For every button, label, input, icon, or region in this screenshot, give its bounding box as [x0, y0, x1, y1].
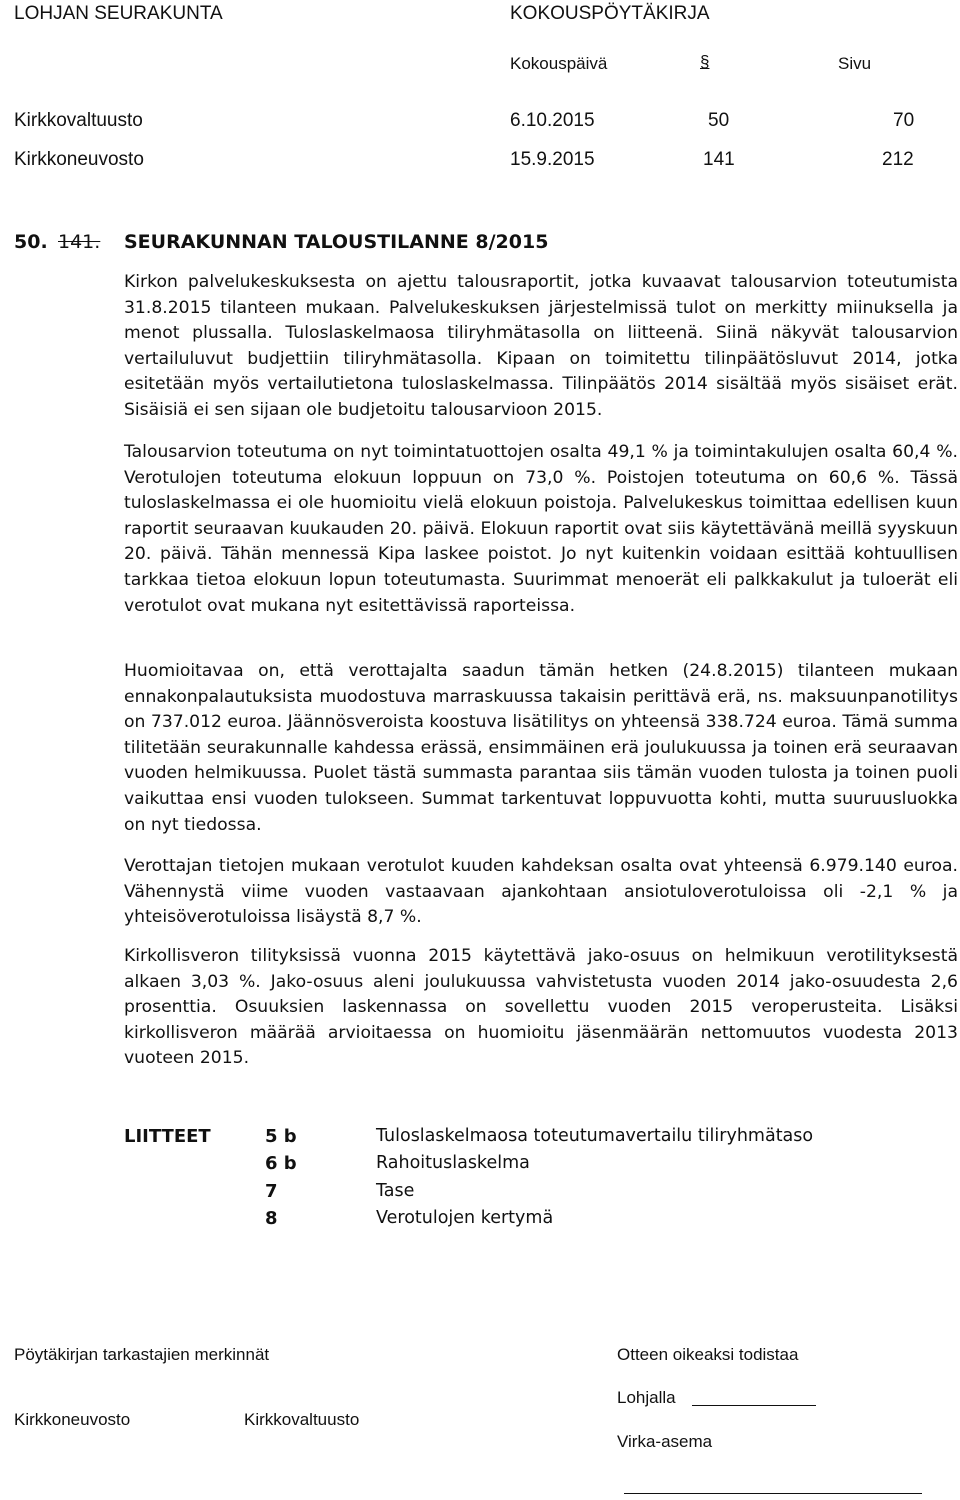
paragraph-5: Kirkollisveron tilityksissä vuonna 2015 käytettävä jako-osuus on helmikuun verotilityksestä alkaen 3,03 %. Jako-osuus aleni joulukuussa vahvistetusta vuoden 2014 jako-osuudesta 2,6 prosenttia. Osuuksien laskennassa on sovellettu vuoden 2015 veroperusteita. Lisäksi kirkollisveron määrää arvioitaessa on huomioitu jäsenmäärän nettomuutos vuodesta 2013 vuoteen 2015. [124, 946, 958, 1069]
certifier-signature-line [624, 1493, 922, 1494]
paragraph-3: Huomioitavaa on, että verottajalta saadun tämän hetken (24.8.2015) tilanteen mukaan ennakonpalautuksista muodostuva marraskuussa takaisin perittävä erä, ns. maksuunpanotilitys on 737.012 euroa. Jäännösveroista koostuva lisätilitys on yhteensä 338.724 euroa. Tämä summa tilitetään seurakunnalle kahdessa erässä, ensimmäinen erä joulukuussa ja toinen erä seuraavan vuoden helmikuussa. Puolet tästä summasta parantaa siis tämän vuoden tulosta ja toinen puoli vaikuttaa ensi vuoden tulokseen. Summat tarkentuvat loppuvuotta kohti, mutta suuruusluokka on nyt tiedossa. [124, 661, 958, 835]
meeting-date-2: 15.9.2015 [510, 149, 595, 170]
attachment-id: 5 b [265, 1126, 297, 1147]
section-heading: § [700, 52, 710, 71]
page-heading: Sivu [838, 54, 872, 73]
meeting-date-heading: Kokouspäivä [510, 54, 608, 73]
attachment-name: Tase [376, 1181, 415, 1201]
page-number-1: 70 [893, 110, 915, 131]
footer-council-label: Kirkkoneuvosto [14, 1410, 131, 1429]
item-old-number: 141. [58, 231, 101, 253]
certification-title: Otteen oikeaksi todistaa [617, 1345, 799, 1364]
reviewers-notes-title: Pöytäkirjan tarkastajien merkinnät [14, 1345, 270, 1364]
meeting-body-2: Kirkkoneuvosto [14, 149, 144, 170]
meeting-body-1: Kirkkovaltuusto [14, 110, 143, 131]
attachments-label: LIITTEET [124, 1126, 211, 1147]
place-label: Lohjalla [617, 1388, 676, 1407]
section-number-2: 141 [703, 149, 735, 170]
organization-name: LOHJAN SEURAKUNTA [14, 3, 223, 24]
section-number-1: 50 [708, 110, 730, 131]
attachment-id: 8 [265, 1208, 278, 1229]
role-label: Virka-asema [617, 1432, 713, 1451]
attachment-name: Verotulojen kertymä [376, 1208, 554, 1228]
attachment-name: Tuloslaskelmaosa toteutumavertailu tiliryhmätaso [376, 1126, 814, 1146]
item-title: SEURAKUNNAN TALOUSTILANNE 8/2015 [124, 231, 549, 253]
attachment-id: 7 [265, 1181, 278, 1202]
paragraph-1: Kirkon palvelukeskuksesta on ajettu talousraportit, jotka kuvaavat talousarvion toteutumista 31.8.2015 tilanteen mukaan. Palvelukeskuksen järjestelmissä tulot on merkitty miinuksella ja menot plussalla. Tuloslaskelmaosa tiliryhmätasolla on liitteenä. Siinä näkyvät talousarvion vertailuluvut budjettiin tiliryhmätasolla. Kipaan on toimitettu tilinpäätösluvut 2014, jotka esitetään myös vertailutietona tuloslaskelmassa. Tilinpäätös 2014 sisältää myös sisäiset erät. Sisäisiä ei sen sijaan ole budjetoitu talousarvioon 2015. [124, 272, 958, 420]
item-number: 50. [14, 231, 48, 253]
attachment-name: Rahoituslaskelma [376, 1153, 530, 1173]
document-type: KOKOUSPÖYTÄKIRJA [510, 3, 710, 24]
meeting-date-1: 6.10.2015 [510, 110, 595, 131]
attachment-id: 6 b [265, 1153, 297, 1174]
page-number-2: 212 [882, 149, 914, 170]
footer-assembly-label: Kirkkovaltuusto [244, 1410, 360, 1429]
place-signature-line [692, 1405, 816, 1406]
paragraph-2: Talousarvion toteutuma on nyt toimintatuottojen osalta 49,1 % ja toimintakulujen osalta 60,4 %. Verotulojen toteutuma elokuun loppuun on 73,0 %. Poistojen toteutuma on 60,6 %. Tässä tuloslaskelmassa ei ole huomioitu vielä elokuun poistoja. Palvelukeskus toimittaa edellisen kuun raportit seuraavan kuukauden 20. päivä. Elokuun raportit ovat siis käytettävänä meillä syyskuun 20. päivä. Tähän mennessä Kipa laskee poistot. Jo nyt kuitenkin voidaan esittää kohtuullisen tarkkaa tietoa elokuun lopun toteutumasta. Suurimmat menoerät eli palkkakulut ja tuloerät eli verotulot ovat mukana nyt esitettävissä raporteissa. [124, 442, 958, 616]
paragraph-4: Verottajan tietojen mukaan verotulot kuuden kahdeksan osalta ovat yhteensä 6.979.140 euroa. Vähennystä viime vuoden vastaavaan ajankohtaan ansiotuloverotuloissa oli -2,1 % ja yhteisöverotuloissa lisäystä 8,7 %. [124, 856, 958, 928]
